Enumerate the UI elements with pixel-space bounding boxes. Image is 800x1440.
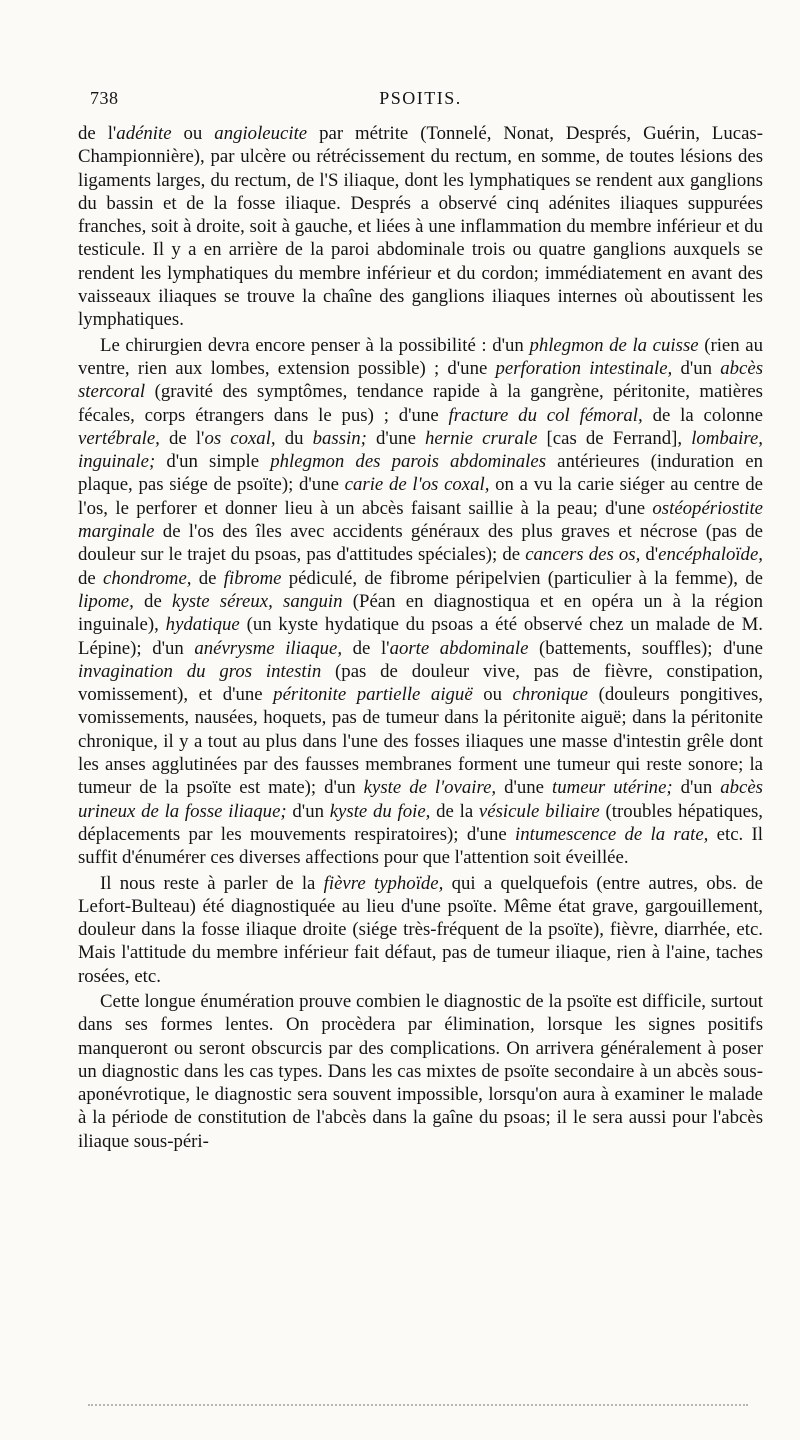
text-run: (un kyste hydatique du psoas a été observé chez un malade de M. Lépine); d'un xyxy=(78,614,763,659)
text-run: (troubles hépatiques, déplacements par les mouvements respiratoires); d'une xyxy=(78,800,763,845)
italic-term: kyste du foie, xyxy=(329,800,431,822)
text-run: (gravité des symptômes, tendance rapide à la gangrène, péritonite, matières fécales, corps étrangers dans le pus) ; d'une xyxy=(78,381,763,426)
italic-term: kyste séreux, sanguin xyxy=(172,590,343,612)
text-run: de l' xyxy=(78,123,117,144)
italic-term: aorte abdominale xyxy=(389,637,529,659)
italic-term: perforation intestinale, xyxy=(495,357,673,379)
page-header xyxy=(78,88,763,122)
italic-term: cancers des os, xyxy=(525,544,641,566)
italic-term: encéphaloïde, xyxy=(658,544,763,566)
text-run: d'un xyxy=(672,777,721,799)
italic-term: anévrysme iliaque, xyxy=(194,637,343,659)
italic-term: os coxal, xyxy=(204,427,276,449)
italic-term: ostéopériostite marginale xyxy=(78,497,763,543)
italic-term: hydatique xyxy=(165,614,240,636)
text-run: (rien au ventre, rien aux lombes, extension possible) ; d'une xyxy=(78,334,764,379)
running-title: PSOITIS. xyxy=(379,88,462,108)
text-run: qui a quelquefois (entre autres, obs. de Lefort-Bulteau) été diagnostiquée au lieu d'une psoïte. Même état grave, gargouillement, douleur dans la fosse iliaque droite (siége très-fréquent de la psoïte), fièvre, diarrhée, etc. Mais l'attitude du membre inférieur fait défaut, pas de tumeur iliaque, rien à l'aine, taches rosées, etc. xyxy=(78,872,763,987)
text-run: de l' xyxy=(159,427,205,449)
bottom-dotted-rule xyxy=(88,1404,748,1406)
italic-term: vertébrale, xyxy=(78,427,160,449)
text-run: (battements, souffles); d'une xyxy=(528,637,763,659)
italic-term: phlegmon de la cuisse xyxy=(529,334,699,356)
text-run: Cette longue énumération prouve combien le diagnostic de la psoïte est difficile, surtout dans ses formes lentes. On procèdera par élimination, lorsque les signes positifs manqueront ou seront obscurcis par des complications. On arrivera généralement à poser un diagnostic dans les cas types. Dans les cas mixtes de psoïte secondaire à un abcès sous-aponévrotique, le diagnostic sera souvent impossible, lorsqu'on aura à examiner le malade à la période de constitution de l'abcès dans la gaîne du psoas; il le sera aussi pour l'abcès iliaque sous-péri- xyxy=(78,990,763,1152)
italic-term: invagination du gros intestin xyxy=(78,660,322,682)
text-run: par métrite (Tonnelé, Nonat, Després, Guérin, Lucas-Championnière), par ulcère ou rétrécissement du rectum, en somme, de toutes lésions des ligaments larges, du rectum, de l'S iliaque, dont les lymphatiques se rendent aux ganglions du bassin et de la fosse iliaque. Després a observé cinq adénites iliaques suppurées franches, soit à droite, soit à gauche, et liées à une inflammation du membre inférieur et du testicule. Il y a en arrière de la paroi abdominale trois ou quatre ganglions auxquels se rendent les lymphatiques du membre inférieur et du cordon; immédiatement en avant des vaisseaux iliaques se trouve la chaîne des ganglions iliaques internes où aboutissent les lymphatiques. xyxy=(78,123,763,331)
text-run: [cas de Ferrand], xyxy=(537,427,692,449)
text-run: (Péan en diagnostiqua et en opéra un à la région inguinale), xyxy=(78,590,764,636)
text-run: de l' xyxy=(342,637,390,659)
paragraph xyxy=(78,122,763,332)
italic-term: bassin; xyxy=(312,427,367,449)
italic-term: hernie crurale xyxy=(425,427,538,449)
text-run: ou xyxy=(472,684,513,706)
italic-term: abcès stercoral xyxy=(78,357,763,403)
text-run: de xyxy=(78,567,103,589)
italic-term: chronique xyxy=(512,684,589,706)
book-page xyxy=(78,88,763,1153)
italic-term: adénite xyxy=(116,123,172,144)
italic-term: fibrome xyxy=(223,567,282,589)
italic-term: phlegmon des parois abdominales xyxy=(270,451,547,473)
italic-term: carie de l'os coxal, xyxy=(344,474,490,496)
text-run: ou xyxy=(171,123,215,144)
italic-term: tumeur utérine; xyxy=(552,777,673,799)
italic-term: fièvre typhoïde, xyxy=(323,872,444,894)
italic-term: fracture du col fémoral, xyxy=(448,404,643,426)
italic-term: péritonite partielle aiguë xyxy=(273,684,473,706)
text-run: d'une xyxy=(496,777,553,799)
text-run: etc. Il suffit d'énumérer ces diverses affections pour que l'attention soit éveillée. xyxy=(78,823,764,869)
text-run: Il nous reste à parler de la xyxy=(100,872,324,894)
italic-term: intumescence de la rate, xyxy=(515,823,709,845)
text-run: de la colonne xyxy=(642,404,764,426)
text-run: d'un xyxy=(672,357,721,379)
text-run: de l'os des îles avec accidents généraux des plus graves et nécrose (pas de douleur sur le trajet du psoas, pas d'attitudes spéciales); de xyxy=(78,521,763,566)
text-run: de la xyxy=(430,800,479,822)
paragraph xyxy=(78,990,763,1153)
text-run: on a vu la carie siéger au centre de l'os, le perforer et donner lieu à un abcès faisant saillie à la peau; d'une xyxy=(78,474,764,519)
italic-term: kyste de l'ovaire, xyxy=(363,777,497,799)
text-run: pédiculé, de fibrome péripelvien (particulier à la femme), de xyxy=(281,567,763,589)
italic-term: lipome, xyxy=(78,590,134,612)
text-run: du xyxy=(275,427,313,449)
italic-term: angioleucite xyxy=(214,123,308,144)
italic-term: chondrome, xyxy=(103,567,192,589)
paragraph xyxy=(78,872,763,988)
italic-term: vésicule biliaire xyxy=(478,800,600,822)
italic-term: lombaire, inguinale; xyxy=(78,427,764,473)
text-run: d' xyxy=(640,544,659,566)
text-run: (douleurs pongitives, vomissements, nausées, hoquets, pas de tumeur dans la péritonite aiguë; dans la péritonite chronique, il y a tout au plus dans l'une des fosses iliaques une masse d'intestin grêle dont les anses agglutinées par des fausses membranes forment une tumeur qui reste sonore; la tumeur de la psoïte est mate); d'un xyxy=(78,684,763,799)
page-number: 738 xyxy=(90,88,119,108)
italic-term: abcès urineux de la fosse iliaque; xyxy=(78,777,763,822)
text-run: de xyxy=(191,567,224,589)
text-run: d'un simple xyxy=(155,451,271,473)
text-run: Le chirurgien devra encore penser à la possibilité : d'un xyxy=(100,334,530,356)
text-run: antérieures (induration en plaque, pas siége de psoïte); d'une xyxy=(78,451,763,496)
text-run: (pas de douleur vive, pas de fièvre, constipation, vomissement), et d'une xyxy=(78,660,764,706)
text-run: d'un xyxy=(286,800,330,822)
paragraph xyxy=(78,334,763,870)
text-run: de xyxy=(133,590,173,612)
text-run: d'une xyxy=(366,427,426,449)
